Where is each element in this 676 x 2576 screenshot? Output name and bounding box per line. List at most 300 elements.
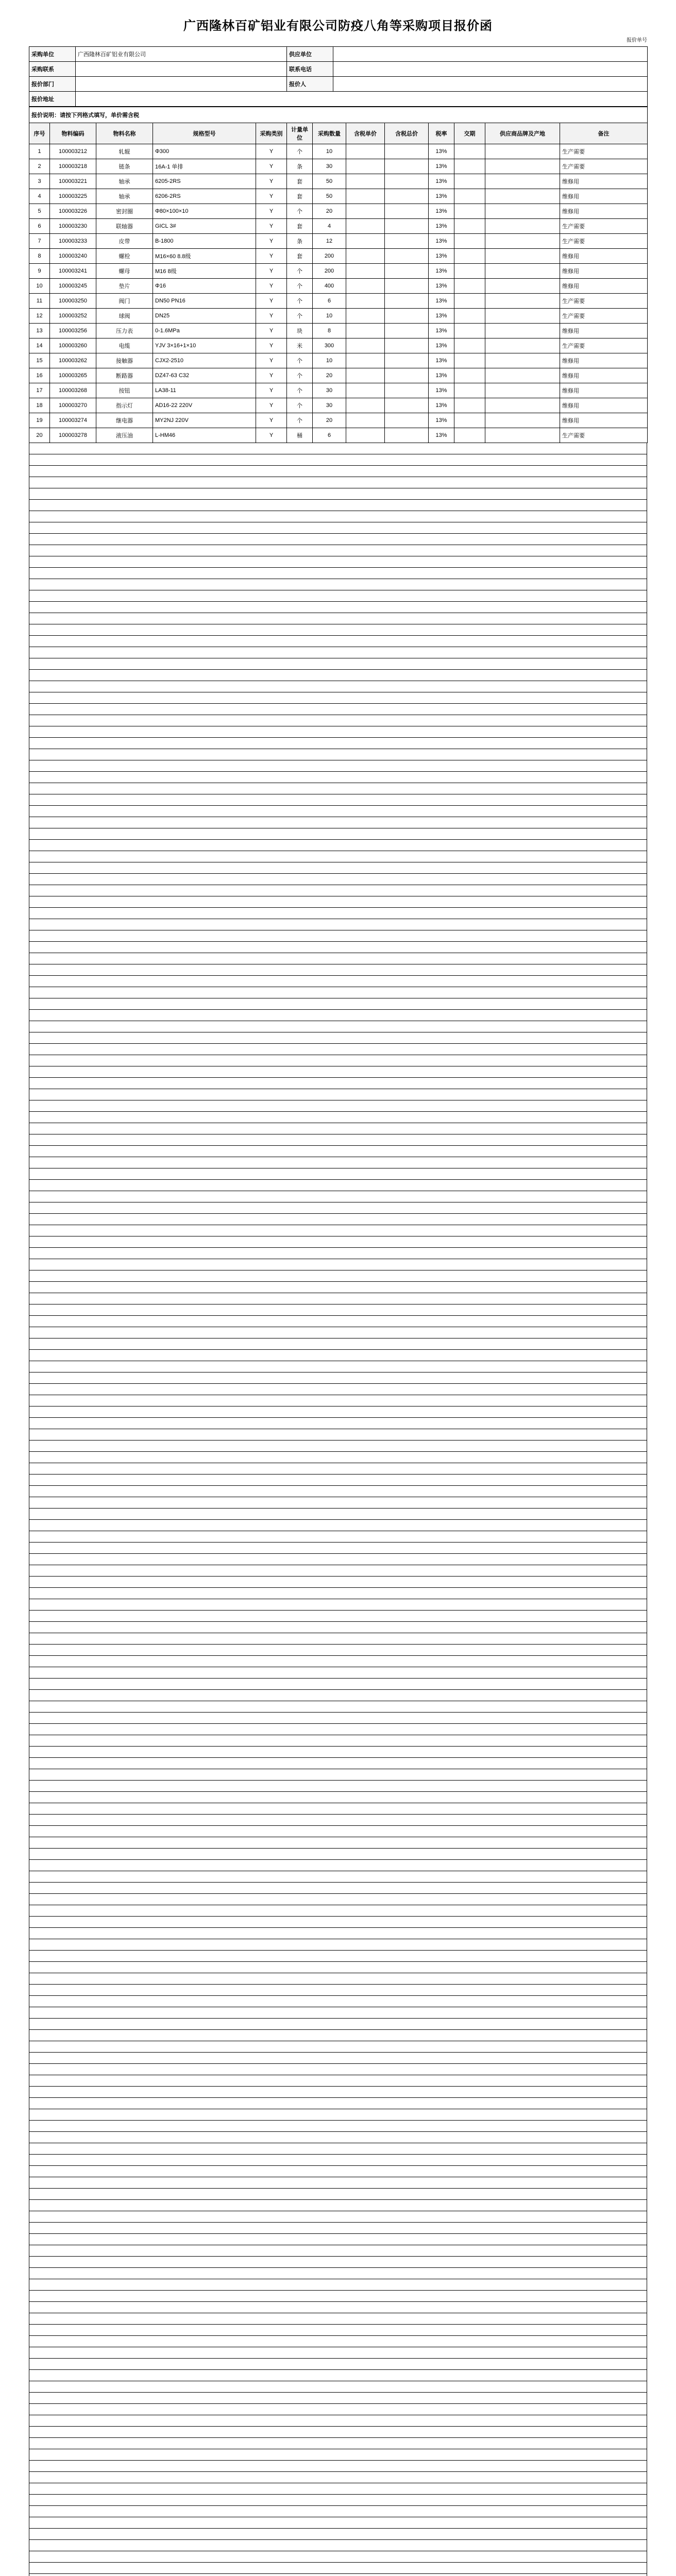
table-cell: 13% [429,249,454,264]
table-cell [346,413,385,428]
table-cell [485,249,560,264]
table-cell: GICL 3# [153,219,256,234]
dept-label: 报价部门 [29,77,76,92]
table-cell: 13% [429,398,454,413]
table-cell: 100003241 [50,264,96,279]
table-cell: 13% [429,383,454,398]
table-cell: 13% [429,324,454,338]
table-cell [385,234,429,249]
table-cell: Y [256,204,287,219]
table-cell [346,264,385,279]
table-cell [485,383,560,398]
table-cell [385,338,429,353]
table-cell: 30 [313,383,346,398]
table-cell: 接触器 [96,353,153,368]
table-cell [454,144,485,159]
table-cell: Y [256,189,287,204]
table-row [29,294,648,309]
table-cell: 按钮 [96,383,153,398]
table-cell: 13% [429,413,454,428]
table-cell: 桶 [287,428,313,443]
document-subtitle: 报价单号 [627,38,647,43]
table-cell: CJX2-2510 [153,353,256,368]
table-cell: Y [256,309,287,324]
person-value [333,77,648,92]
table-cell: 维修用 [560,249,648,264]
table-cell [346,368,385,383]
table-cell: 3 [29,174,50,189]
table-row [29,428,648,443]
table-cell [454,338,485,353]
table-cell: 联轴器 [96,219,153,234]
table-cell [485,338,560,353]
table-cell: 螺栓 [96,249,153,264]
table-cell: 100003226 [50,204,96,219]
table-cell: 0-1.6MPa [153,324,256,338]
table-cell: 13% [429,368,454,383]
table-cell [485,324,560,338]
table-cell: DZ47-63 C32 [153,368,256,383]
table-cell: 2 [29,159,50,174]
table-cell: DN25 [153,309,256,324]
table-row [29,234,648,249]
table-cell: 100003270 [50,398,96,413]
table-cell: 13% [429,428,454,443]
table-cell: 维修用 [560,368,648,383]
table-cell: 4 [313,219,346,234]
table-cell [385,353,429,368]
table-cell: 个 [287,383,313,398]
table-cell: 100003225 [50,189,96,204]
table-cell: 18 [29,398,50,413]
table-cell: Y [256,383,287,398]
table-row [29,144,648,159]
table-cell: 10 [313,144,346,159]
table-cell: 12 [29,309,50,324]
table-cell [454,309,485,324]
table-cell [346,383,385,398]
table-cell: 10 [313,353,346,368]
table-cell [454,398,485,413]
table-cell: 100003256 [50,324,96,338]
table-cell [485,144,560,159]
table-cell: Y [256,324,287,338]
column-header: 采购数量 [313,123,346,144]
table-cell: 300 [313,338,346,353]
table-cell: 套 [287,174,313,189]
table-cell: 密封圈 [96,204,153,219]
table-cell: 100003262 [50,353,96,368]
table-cell: 100003268 [50,383,96,398]
table-cell: 13% [429,309,454,324]
table-cell: 生产需要 [560,219,648,234]
table-cell: 13% [429,174,454,189]
table-cell: 个 [287,353,313,368]
table-cell: 个 [287,368,313,383]
table-cell: Y [256,144,287,159]
table-cell: 维修用 [560,353,648,368]
table-cell: Y [256,294,287,309]
table-cell: Y [256,368,287,383]
table-cell: 8 [313,324,346,338]
table-cell: M16 8级 [153,264,256,279]
table-cell: Y [256,413,287,428]
table-cell: LA38-11 [153,383,256,398]
column-header: 采购类别 [256,123,287,144]
table-cell: 100003265 [50,368,96,383]
table-cell [454,249,485,264]
table-cell: 继电器 [96,413,153,428]
table-cell: 8 [29,249,50,264]
table-cell: 个 [287,204,313,219]
table-cell: 30 [313,159,346,174]
column-header: 物料名称 [96,123,153,144]
table-cell: 维修用 [560,383,648,398]
table-cell: 11 [29,294,50,309]
table-cell: 20 [313,413,346,428]
table-cell: 400 [313,279,346,294]
table-row [29,353,648,368]
table-cell [385,174,429,189]
column-header: 含税总价 [385,123,429,144]
table-cell: 50 [313,174,346,189]
table-cell: 螺母 [96,264,153,279]
table-cell: M16×60 8.8级 [153,249,256,264]
table-cell [485,309,560,324]
table-cell: 阀门 [96,294,153,309]
table-cell [454,353,485,368]
table-cell [454,159,485,174]
table-cell: 生产需要 [560,309,648,324]
table-cell [454,383,485,398]
table-cell [385,309,429,324]
table-cell: 电缆 [96,338,153,353]
table-cell [346,219,385,234]
table-cell: 个 [287,294,313,309]
table-cell: 100003240 [50,249,96,264]
table-cell: 维修用 [560,398,648,413]
table-cell [454,174,485,189]
table-cell [346,189,385,204]
table-cell: 200 [313,264,346,279]
table-row [29,309,648,324]
table-cell: 生产需要 [560,144,648,159]
table-row [29,324,648,338]
table-header-row [29,123,648,144]
table-cell: 条 [287,234,313,249]
table-cell: 100003274 [50,413,96,428]
table-cell: 块 [287,324,313,338]
table-cell [346,174,385,189]
table-cell: 球阀 [96,309,153,324]
table-row [29,189,648,204]
table-cell [346,294,385,309]
phone-value [333,62,648,77]
table-cell: 生产需要 [560,234,648,249]
table-cell [485,413,560,428]
table-cell: Y [256,264,287,279]
table-cell [485,428,560,443]
table-cell [485,219,560,234]
table-cell [385,204,429,219]
table-cell: 生产需要 [560,428,648,443]
table-cell: 维修用 [560,189,648,204]
table-cell: Φ80×100×10 [153,204,256,219]
supplier-label: 供应单位 [287,47,333,62]
table-cell [346,144,385,159]
table-cell: 米 [287,338,313,353]
table-cell [385,294,429,309]
table-cell: 个 [287,264,313,279]
table-cell [385,413,429,428]
table-cell: DN50 PN16 [153,294,256,309]
table-row [29,249,648,264]
table-cell: 100003260 [50,338,96,353]
table-cell: 16 [29,368,50,383]
table-cell [385,368,429,383]
section-label: 报价说明：请按下列格式填写，单价需含税 [29,107,648,123]
table-cell: 生产需要 [560,338,648,353]
table-cell: 9 [29,264,50,279]
table-cell: 100003252 [50,309,96,324]
table-cell: 13% [429,234,454,249]
table-cell: 20 [313,204,346,219]
table-cell [485,234,560,249]
table-cell [385,159,429,174]
table-cell: 生产需要 [560,294,648,309]
buyer-value: 广西隆林百矿铝业有限公司 [76,47,287,62]
table-cell: 200 [313,249,346,264]
table-cell [454,428,485,443]
table-cell: 13% [429,204,454,219]
table-cell: 维修用 [560,264,648,279]
table-cell: Y [256,234,287,249]
table-cell: 14 [29,338,50,353]
table-cell: 20 [29,428,50,443]
table-cell [454,279,485,294]
buyer-label: 采购单位 [29,47,76,62]
table-row [29,368,648,383]
table-cell: 100003233 [50,234,96,249]
table-cell: 维修用 [560,279,648,294]
table-cell [346,398,385,413]
table-cell: Y [256,428,287,443]
table-cell: 垫片 [96,279,153,294]
table-cell: 10 [313,309,346,324]
table-cell [454,264,485,279]
table-cell: 13% [429,219,454,234]
table-cell [485,174,560,189]
table-cell: 15 [29,353,50,368]
table-cell [346,324,385,338]
table-cell: 100003221 [50,174,96,189]
phone-label: 联系电话 [287,62,333,77]
table-cell [346,204,385,219]
table-cell: 轧辊 [96,144,153,159]
table-cell: B-1800 [153,234,256,249]
table-cell: 轴承 [96,189,153,204]
dept-value [76,77,287,92]
table-row [29,413,648,428]
table-cell: 30 [313,398,346,413]
table-cell: 个 [287,144,313,159]
table-cell: 6 [29,219,50,234]
table-cell [385,249,429,264]
section-bar [29,107,648,123]
table-cell [346,353,385,368]
table-cell: 17 [29,383,50,398]
table-cell: Y [256,159,287,174]
table-cell: 13% [429,294,454,309]
address-label: 报价地址 [29,92,76,107]
table-cell: 条 [287,159,313,174]
table-cell: 100003218 [50,159,96,174]
table-cell: 10 [29,279,50,294]
table-row [29,264,648,279]
table-cell [485,398,560,413]
person-label: 报价人 [287,77,333,92]
table-row [29,174,648,189]
table-cell: 13% [429,338,454,353]
table-cell [454,324,485,338]
table-row [29,219,648,234]
table-cell: 压力表 [96,324,153,338]
column-header: 物料编码 [50,123,96,144]
column-header: 备注 [560,123,648,144]
table-cell [385,398,429,413]
table-cell: YJV 3×16+1×10 [153,338,256,353]
table-cell: 20 [313,368,346,383]
column-header: 计量单位 [287,123,313,144]
table-cell [485,353,560,368]
table-cell: Y [256,398,287,413]
table-cell: 个 [287,413,313,428]
table-cell [485,189,560,204]
column-header: 规格型号 [153,123,256,144]
table-cell [485,279,560,294]
table-cell: 12 [313,234,346,249]
table-cell: 7 [29,234,50,249]
table-cell: 链条 [96,159,153,174]
items-table [29,107,648,443]
table-cell: 16A-1 单排 [153,159,256,174]
table-cell: 13% [429,353,454,368]
table-cell: 个 [287,279,313,294]
table-cell [385,428,429,443]
table-cell: 100003278 [50,428,96,443]
table-cell: 13% [429,264,454,279]
table-continuation [29,443,647,2576]
table-cell [454,189,485,204]
table-cell: 维修用 [560,324,648,338]
table-cell: 6 [313,428,346,443]
table-cell [385,189,429,204]
table-cell [454,294,485,309]
table-cell: 6 [313,294,346,309]
table-cell: 4 [29,189,50,204]
table-cell: 13 [29,324,50,338]
table-cell [346,309,385,324]
table-row [29,159,648,174]
table-cell: 100003245 [50,279,96,294]
quote-document [29,0,647,2576]
column-header: 供应商品牌及产地 [485,123,560,144]
document-title: 广西隆林百矿铝业有限公司防疫八角等采购项目报价函 [183,20,493,33]
table-row [29,383,648,398]
table-cell [346,234,385,249]
table-cell: Y [256,279,287,294]
table-cell: 套 [287,219,313,234]
table-cell: 维修用 [560,204,648,219]
table-cell: Y [256,338,287,353]
table-cell: L-HM46 [153,428,256,443]
table-cell [454,204,485,219]
table-cell: 套 [287,249,313,264]
table-cell [454,368,485,383]
table-cell [485,264,560,279]
table-cell [385,144,429,159]
table-cell: 维修用 [560,413,648,428]
column-header: 税率 [429,123,454,144]
table-row [29,279,648,294]
contact-label: 采购联系 [29,62,76,77]
table-cell [346,428,385,443]
table-cell [385,219,429,234]
table-cell: 个 [287,398,313,413]
table-cell [346,279,385,294]
table-cell: 5 [29,204,50,219]
table-cell: Y [256,249,287,264]
table-cell: 19 [29,413,50,428]
table-cell [454,413,485,428]
table-cell: 100003250 [50,294,96,309]
table-cell: MY2NJ 220V [153,413,256,428]
table-cell: 套 [287,189,313,204]
address-value [76,92,648,107]
table-cell: 100003230 [50,219,96,234]
table-cell: 指示灯 [96,398,153,413]
info-table [29,46,648,107]
table-cell: 轴承 [96,174,153,189]
table-cell: 13% [429,144,454,159]
table-cell: 断路器 [96,368,153,383]
table-cell [454,219,485,234]
table-cell [485,204,560,219]
table-cell: Y [256,353,287,368]
table-cell: 6206-2RS [153,189,256,204]
contact-value [76,62,287,77]
table-cell: Φ16 [153,279,256,294]
table-cell [454,234,485,249]
table-cell: 个 [287,309,313,324]
table-cell: 维修用 [560,174,648,189]
table-cell [346,249,385,264]
table-cell: Y [256,219,287,234]
table-cell: Φ300 [153,144,256,159]
table-cell: 液压油 [96,428,153,443]
table-cell: 13% [429,279,454,294]
table-cell: 50 [313,189,346,204]
table-cell [385,324,429,338]
table-cell: 生产需要 [560,159,648,174]
column-header: 交期 [454,123,485,144]
table-cell: 6205-2RS [153,174,256,189]
table-cell: 皮带 [96,234,153,249]
table-body [29,144,648,443]
table-cell [385,383,429,398]
table-cell [346,159,385,174]
column-header: 含税单价 [346,123,385,144]
